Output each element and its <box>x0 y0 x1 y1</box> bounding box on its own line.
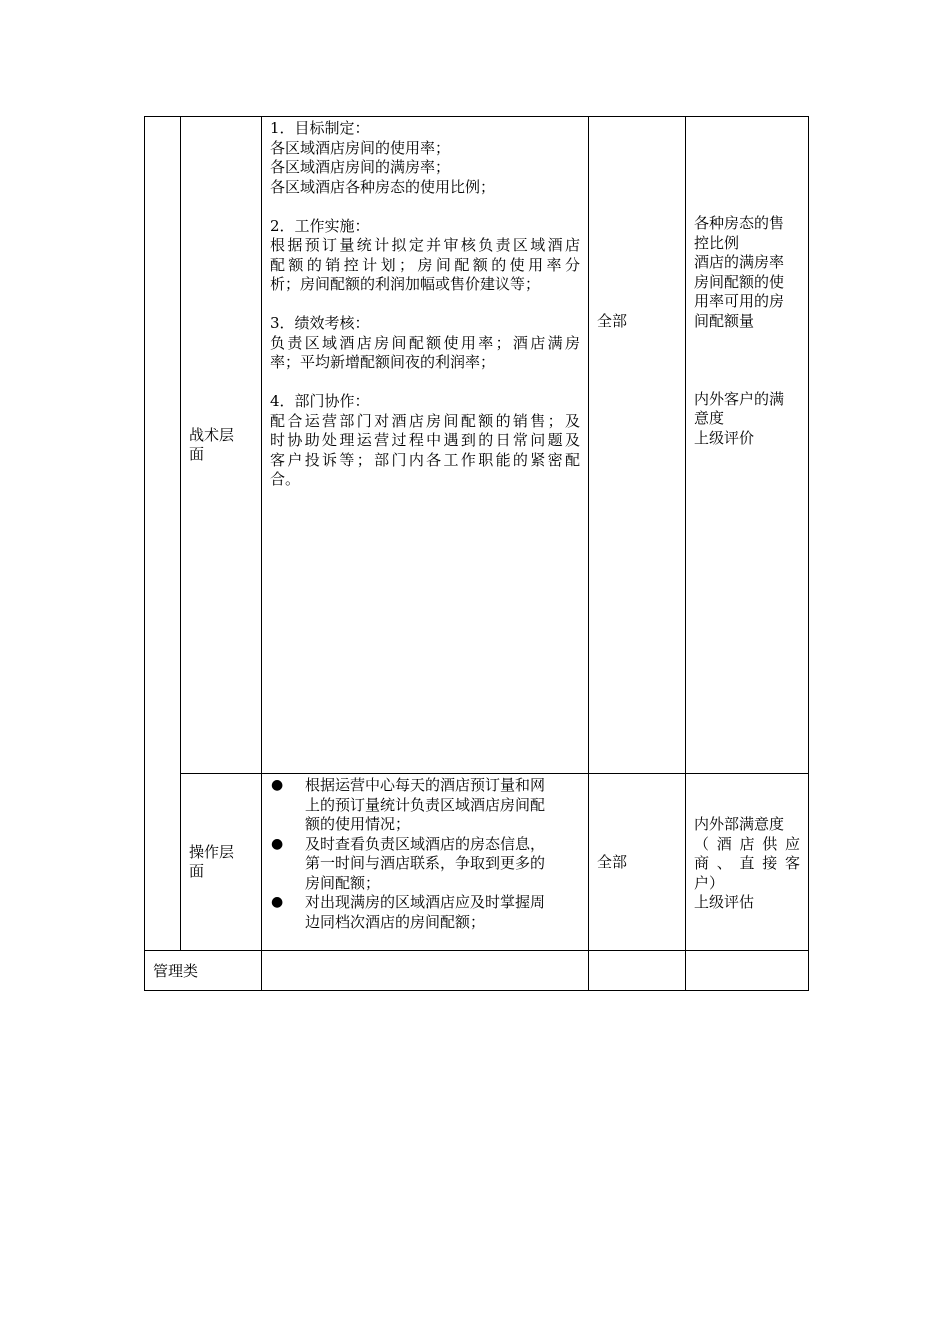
bullet-line: 根据运营中心每天的酒店预订量和网 <box>305 776 546 794</box>
management-scope-cell <box>589 951 686 991</box>
management-row <box>145 951 809 991</box>
tactical-metrics-cell <box>686 117 809 774</box>
content-line: 负责区域酒店房间配额使用率；酒店满房 <box>270 333 580 352</box>
content-heading-implementation: 2．工作实施： <box>270 216 370 235</box>
tactical-level-line-2: 面 <box>189 445 205 463</box>
category-cell-empty <box>145 117 181 951</box>
bullet-line: 及时查看负责区域酒店的房态信息， <box>305 834 546 853</box>
metric-line: 户） <box>694 873 725 892</box>
metric-line: 酒店的满房率 <box>694 253 785 271</box>
operation-bullet-item <box>271 776 580 835</box>
operation-level-line-1: 操作层 <box>189 842 235 861</box>
tactical-level-line-1: 战术层 <box>189 425 235 444</box>
metric-line: 各种房态的售 <box>694 214 785 232</box>
bullet-icon: ● <box>271 777 284 793</box>
metric-line: （酒店供应 <box>694 834 800 853</box>
operation-level-line-2: 面 <box>189 862 205 880</box>
tactical-scope-cell <box>589 117 686 774</box>
content-line: 率；平均新增配额间夜的利润率； <box>270 353 496 371</box>
content-line: 合。 <box>270 470 301 488</box>
operation-content-cell <box>262 774 589 951</box>
operation-bullet-item <box>271 835 580 894</box>
operation-row <box>145 774 809 951</box>
metric-line: 意度 <box>694 409 725 427</box>
metric-line: 间配额量 <box>694 311 755 330</box>
tactical-row <box>145 117 809 774</box>
content-line: 析；房间配额的利润加幅或售价建议等； <box>270 275 541 293</box>
bullet-line: 第一时间与酒店联系，争取到更多的 <box>305 854 546 872</box>
content-line: 各区域酒店房间的满房率； <box>270 158 451 176</box>
content-line: 配合运营部门对酒店房间配额的销售；及 <box>270 411 580 430</box>
operation-scope: 全部 <box>597 853 628 872</box>
bullet-icon: ● <box>271 835 284 852</box>
operation-bullet-item <box>271 893 580 932</box>
content-heading-collaboration: 4．部门协作： <box>270 392 370 410</box>
bullet-line: 额的使用情况； <box>305 815 411 833</box>
content-line: 根据预订量统计拟定并审核负责区域酒店 <box>270 236 580 254</box>
bullet-line: 上的预订量统计负责区域酒店房间配 <box>305 795 546 814</box>
bullet-icon: ● <box>271 894 284 910</box>
content-line: 时协助处理运营过程中遇到的日常问题及 <box>270 431 580 449</box>
operation-level-cell <box>181 774 262 951</box>
tactical-content-cell <box>262 117 589 774</box>
management-label: 管理类 <box>153 961 199 980</box>
metric-line: 内外部满意度 <box>694 815 785 833</box>
content-heading-goal: 1．目标制定： <box>270 119 370 137</box>
content-heading-assessment: 3．绩效考核： <box>270 314 370 332</box>
bullet-line: 房间配额； <box>305 873 381 892</box>
content-line: 各区域酒店各种房态的使用比例； <box>270 177 496 196</box>
metric-line: 上级评估 <box>694 893 755 911</box>
metric-line: 上级评价 <box>694 428 755 447</box>
bullet-line: 边同档次酒店的房间配额； <box>305 912 486 931</box>
metric-line: 商、直接客 <box>694 854 800 872</box>
management-metrics-cell <box>686 951 809 991</box>
metric-line: 房间配额的使 <box>694 272 785 291</box>
metric-line: 内外客户的满 <box>694 389 785 408</box>
tactical-level-cell <box>181 117 262 774</box>
management-content-cell <box>262 951 589 991</box>
tactical-scope: 全部 <box>597 312 628 330</box>
content-line: 客户投诉等；部门内各工作职能的紧密配 <box>270 450 580 469</box>
content-line: 各区域酒店房间的使用率； <box>270 138 451 157</box>
metric-line: 控比例 <box>694 233 740 252</box>
operation-scope-cell <box>589 774 686 951</box>
metric-line: 用率可用的房 <box>694 292 785 310</box>
bullet-line: 对出现满房的区域酒店应及时掌握周 <box>305 893 546 911</box>
management-label-cell <box>145 951 262 991</box>
job-responsibility-table <box>144 116 809 991</box>
operation-metrics-cell <box>686 774 809 951</box>
content-line: 配额的销控计划；房间配额的使用率分 <box>270 255 580 274</box>
